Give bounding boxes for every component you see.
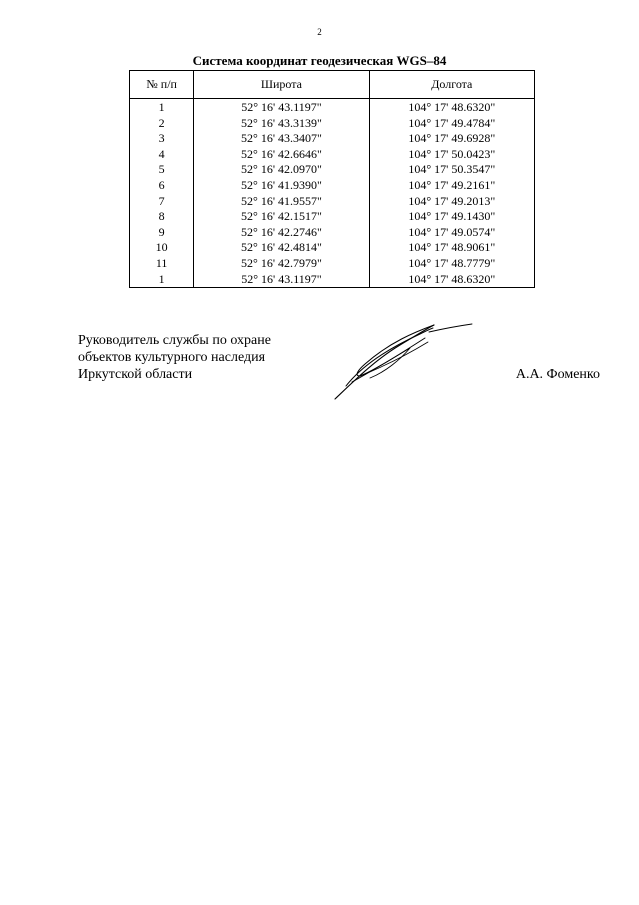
cell-latitude: 52° 16' 41.9557" [194, 194, 369, 210]
cell-number: 3 [130, 131, 194, 147]
cell-longitude: 104° 17' 49.6928" [369, 131, 534, 147]
cell-latitude: 52° 16' 43.1197" [194, 99, 369, 116]
cell-number: 5 [130, 162, 194, 178]
table-row [130, 240, 535, 256]
cell-longitude: 104° 17' 49.4784" [369, 116, 534, 132]
signer-position-line: объектов культурного наследия [78, 350, 266, 365]
cell-longitude: 104° 17' 48.6320" [369, 272, 534, 288]
table-row [130, 272, 535, 288]
cell-number: 2 [130, 116, 194, 132]
cell-longitude: 104° 17' 48.9061" [369, 240, 534, 256]
handwritten-signature [330, 320, 480, 405]
cell-number: 1 [130, 272, 194, 288]
cell-number: 11 [130, 256, 194, 272]
signer-position-line: Иркутской области [78, 367, 193, 382]
cell-number: 9 [130, 225, 194, 241]
cell-longitude: 104° 17' 48.7779" [369, 256, 534, 272]
table-title: Система координат геодезическая WGS–84 [192, 53, 447, 68]
table-row [130, 99, 535, 116]
table-row [130, 225, 535, 241]
signer-position-line: Руководитель службы по охране [78, 333, 271, 348]
page-number: 2 [317, 27, 322, 37]
signer-position [78, 332, 271, 383]
cell-longitude: 104° 17' 49.0574" [369, 225, 534, 241]
table-row [130, 178, 535, 194]
header-number: № п/п [130, 71, 194, 99]
cell-number: 1 [130, 99, 194, 116]
cell-latitude: 52° 16' 42.6646" [194, 147, 369, 163]
cell-longitude: 104° 17' 49.2161" [369, 178, 534, 194]
cell-latitude: 52° 16' 43.3407" [194, 131, 369, 147]
signer-name: А.А. Фоменко [515, 367, 600, 382]
table-row [130, 162, 535, 178]
table-row [130, 194, 535, 210]
header-longitude: Долгота [369, 71, 534, 99]
cell-number: 7 [130, 194, 194, 210]
cell-number: 8 [130, 209, 194, 225]
cell-longitude: 104° 17' 50.0423" [369, 147, 534, 163]
cell-latitude: 52° 16' 42.2746" [194, 225, 369, 241]
table-row [130, 256, 535, 272]
cell-longitude: 104° 17' 49.1430" [369, 209, 534, 225]
cell-latitude: 52° 16' 42.4814" [194, 240, 369, 256]
cell-latitude: 52° 16' 42.7979" [194, 256, 369, 272]
cell-latitude: 52° 16' 41.9390" [194, 178, 369, 194]
cell-number: 6 [130, 178, 194, 194]
table-header-row [130, 71, 535, 99]
cell-number: 10 [130, 240, 194, 256]
cell-latitude: 52° 16' 43.3139" [194, 116, 369, 132]
cell-latitude: 52° 16' 43.1197" [194, 272, 369, 288]
table-body [130, 99, 535, 288]
cell-longitude: 104° 17' 48.6320" [369, 99, 534, 116]
cell-number: 4 [130, 147, 194, 163]
cell-longitude: 104° 17' 50.3547" [369, 162, 534, 178]
table-row [130, 131, 535, 147]
header-latitude: Широта [194, 71, 369, 99]
cell-latitude: 52° 16' 42.1517" [194, 209, 369, 225]
table-row [130, 116, 535, 132]
table-row [130, 147, 535, 163]
cell-longitude: 104° 17' 49.2013" [369, 194, 534, 210]
coordinates-table [129, 70, 535, 288]
table-row [130, 209, 535, 225]
cell-latitude: 52° 16' 42.0970" [194, 162, 369, 178]
